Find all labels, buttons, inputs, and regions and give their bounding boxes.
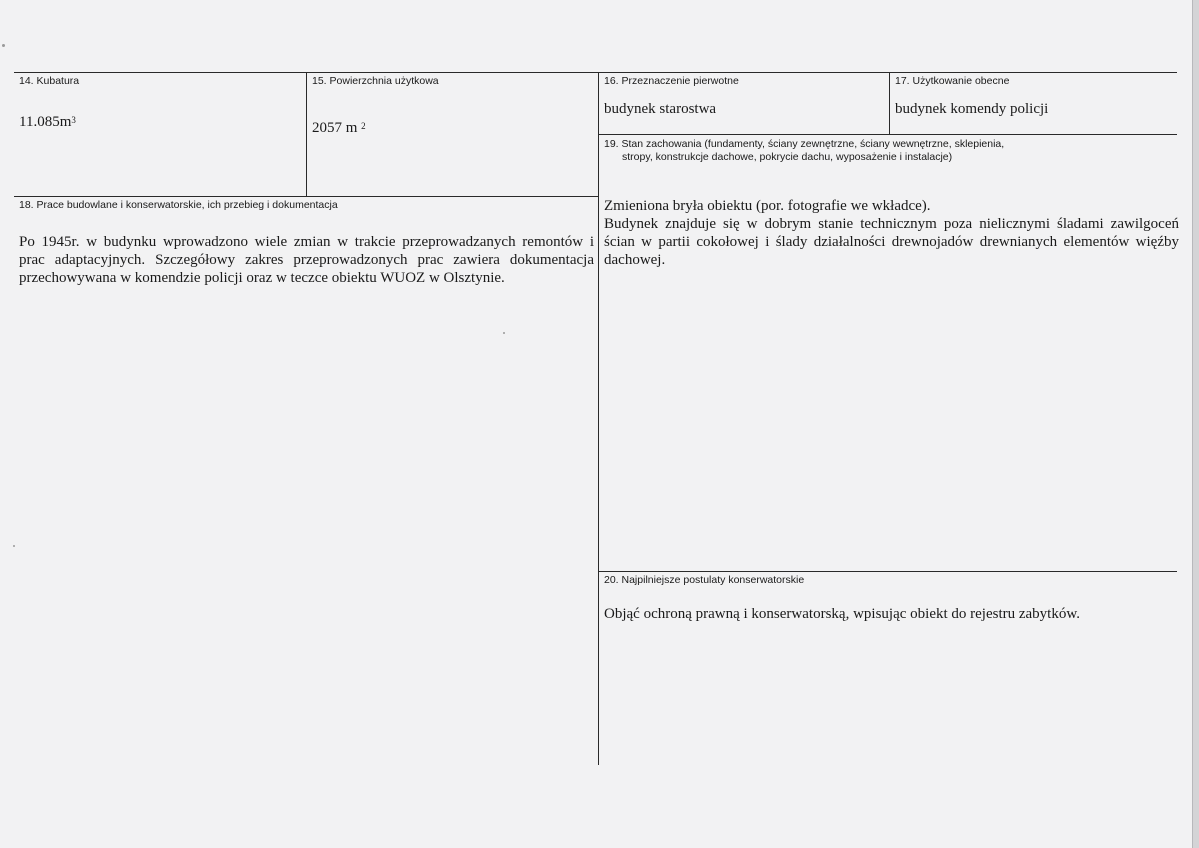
field-19-line: dachowej.: [604, 252, 666, 268]
field-15-value: [312, 119, 366, 137]
field-18-line: Po 1945r. w budynku wprowadzono wiele zmian w trakcie przeprowadzanych remontów i: [19, 234, 594, 250]
col-divider-center: [598, 72, 599, 765]
field-19-line: Zmieniona bryła obiektu (por. fotografie we wkładce).: [604, 198, 931, 214]
field-18-line: prac adaptacyjnych. Szczegółowy zakres przeprowadzonych prac zawiera dokumentacja: [19, 252, 594, 268]
field-19-text: [604, 197, 1179, 269]
field-16-label: 16. Przeznaczenie pierwotne: [604, 75, 739, 87]
paper-edge: [1192, 0, 1199, 848]
top-rule: [14, 72, 1177, 73]
field-17-value: budynek komendy policji: [895, 101, 1049, 117]
scan-speck: [13, 545, 15, 547]
field-18-label: 18. Prace budowlane i konserwatorskie, ich przebieg i dokumentacja: [19, 199, 338, 211]
field-19-label: 19. Stan zachowania (fundamenty, ściany zewnętrzne, ściany wewnętrzne, sklepienia,: [604, 138, 1005, 150]
field-14-label: 14. Kubatura: [19, 75, 80, 87]
col-divider-left: [306, 72, 307, 196]
field-20-value: Objąć ochroną prawną i konserwatorską, wpisując obiekt do rejestru zabytków.: [604, 606, 1080, 622]
scan-speck: [2, 44, 5, 47]
field-17-label: 17. Użytkowanie obecne: [895, 75, 1010, 87]
field-14-number: 11.085m: [19, 114, 72, 130]
f20-rule: [598, 571, 1177, 572]
field-18-line: przechowywana w komendzie policji oraz w teczce obiektu WUOZ w Olsztynie.: [19, 270, 505, 286]
scan-speck: [503, 332, 505, 334]
field-19-line: ścian w partii cokołowej i ślady działalności drewnojadów drewnianych elementów więźby: [604, 234, 1179, 250]
mid-rule-right: [598, 134, 1177, 135]
field-15-label: 15. Powierzchnia użytkowa: [312, 75, 439, 87]
field-20-label: 20. Najpilniejsze postulaty konserwatorskie: [604, 574, 805, 586]
field-19-label-cont: stropy, konstrukcje dachowe, pokrycie dachu, wyposażenie i instalacje): [622, 151, 953, 163]
field-14-unit-exponent: 3: [71, 115, 76, 125]
mid-rule-left: [14, 196, 598, 197]
field-16-value: budynek starostwa: [604, 101, 717, 117]
field-14-value: [19, 113, 76, 131]
col-divider-right: [889, 72, 890, 134]
field-15-number: 2057 m: [312, 120, 362, 136]
field-15-unit-exponent: 2: [361, 121, 366, 131]
field-18-text: [19, 233, 594, 287]
field-19-line: Budynek znajduje się w dobrym stanie technicznym poza nielicznymi śladami zawilgoceń: [604, 216, 1179, 232]
